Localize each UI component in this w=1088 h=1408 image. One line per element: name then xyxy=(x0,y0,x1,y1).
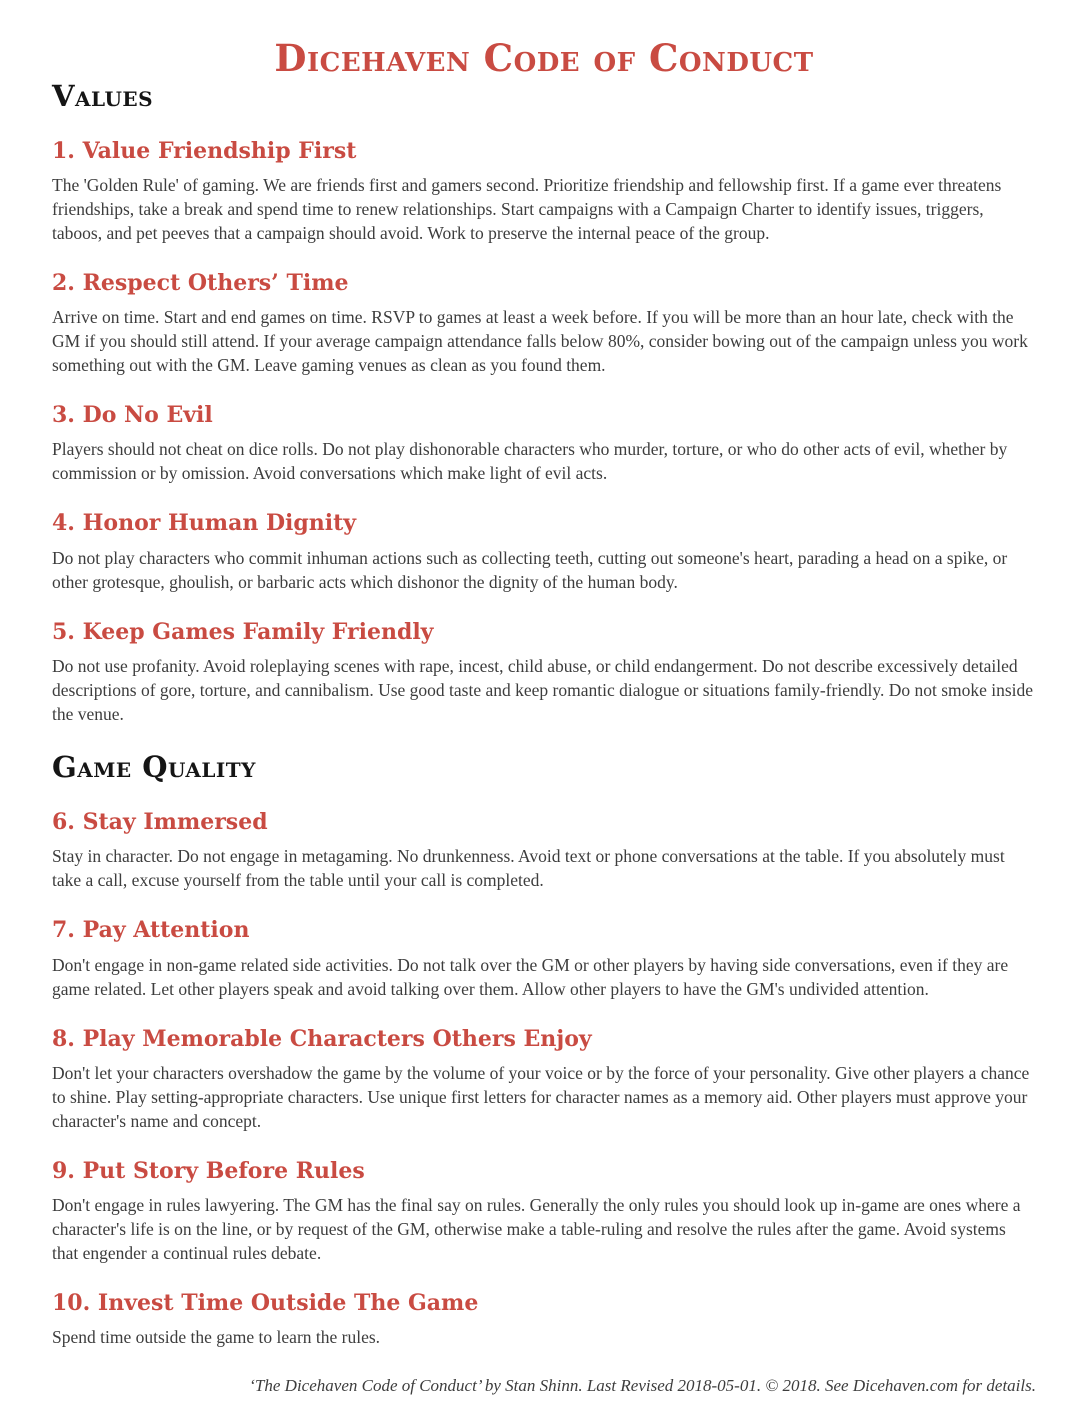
rule-body-4: Do not play characters who commit inhuman actions such as collecting teeth, cutting out someone's heart, parading a head on a spike, or other grotesque, ghoulish, or barbaric acts which dishonor the dignity of the human body. xyxy=(52,547,1008,592)
footer-credit: ‘The Dicehaven Code of Conduct’ by Stan Shinn. Last Revised 2018-05-01. © 2018. See Dicehaven.com for details. xyxy=(249,1376,1036,1396)
rule-body-7: Don't engage in non-game related side activities. Do not talk over the GM or other players by having side conversations, even if they are game related. Let other players speak and avoid talking over them. Allow other players to have the GM's undivided attention. xyxy=(52,954,1009,999)
rule-heading-2: 2. Respect Others’ Time xyxy=(52,269,349,296)
rule-heading-9: 9. Put Story Before Rules xyxy=(52,1157,365,1184)
section-heading-game-quality: Game Quality xyxy=(52,750,256,785)
rule-heading-5: 5. Keep Games Family Friendly xyxy=(52,618,434,645)
rule-heading-7: 7. Pay Attention xyxy=(52,917,250,944)
rule-body-2: Arrive on time. Start and end games on time. RSVP to games at least a week before. If you will be more than an hour late, check with the GM if you should still attend. If your average campaign attendance falls below 80%, consider bowing out of the campaign unless you work something out with the GM. Leave gaming venues as clean as you found them. xyxy=(52,307,1028,376)
rule-body-10: Spend time outside the game to learn the rules. xyxy=(52,1327,381,1348)
rule-body-1: The 'Golden Rule' of gaming. We are friends first and gamers second. Prioritize friendship and fellowship first. If a game ever threatens friendships, take a break and spend time to renew relationships. Start campaigns with a Campaign Charter to identify issues, triggers, taboos, and pet peeves that a campaign should avoid. Work to preserve the internal peace of the group. xyxy=(52,174,1002,243)
rule-heading-6: 6. Stay Immersed xyxy=(52,808,268,835)
document-title: Dicehaven Code of Conduct xyxy=(274,36,814,80)
rule-body-5: Do not use profanity. Avoid roleplaying scenes with rape, incest, child abuse, or child endangerment. Do not describe excessively detailed descriptions of gore, torture, and cannibalism. Use good taste and keep romantic dialogue or situations family-friendly. Do not smoke inside the venue. xyxy=(52,656,1034,725)
rule-heading-1: 1. Value Friendship First xyxy=(52,137,357,164)
rule-heading-4: 4. Honor Human Dignity xyxy=(52,510,357,537)
rule-body-6: Stay in character. Do not engage in metagaming. No drunkenness. Avoid text or phone conversations at the table. If you absolutely must take a call, excuse yourself from the table until your call is completed. xyxy=(52,846,1005,891)
rule-body-3: Players should not cheat on dice rolls. Do not play dishonorable characters who murder, torture, or who do other acts of evil, whether by commission or by omission. Avoid conversations which make light of evil acts. xyxy=(52,439,1008,484)
rule-heading-10: 10. Invest Time Outside The Game xyxy=(52,1290,479,1317)
rule-heading-3: 3. Do No Evil xyxy=(52,402,213,429)
section-heading-values: Values xyxy=(52,78,154,113)
rule-body-8: Don't let your characters overshadow the game by the volume of your voice or by the force of your personality. Give other players a chance to shine. Play setting-appropriate characters. Use unique first letters for character names as a memory aid. Other players must approve your character's name and concept. xyxy=(52,1062,1030,1131)
rule-heading-8: 8. Play Memorable Characters Others Enjoy xyxy=(52,1025,592,1052)
rule-body-9: Don't engage in rules lawyering. The GM has the final say on rules. Generally the only rules you should look up in-game are ones where a character's life is on the line, or by request of the GM, otherwise make a table-ruling and resolve the rules after the game. Avoid systems that engender a continual rules debate. xyxy=(52,1195,1021,1264)
